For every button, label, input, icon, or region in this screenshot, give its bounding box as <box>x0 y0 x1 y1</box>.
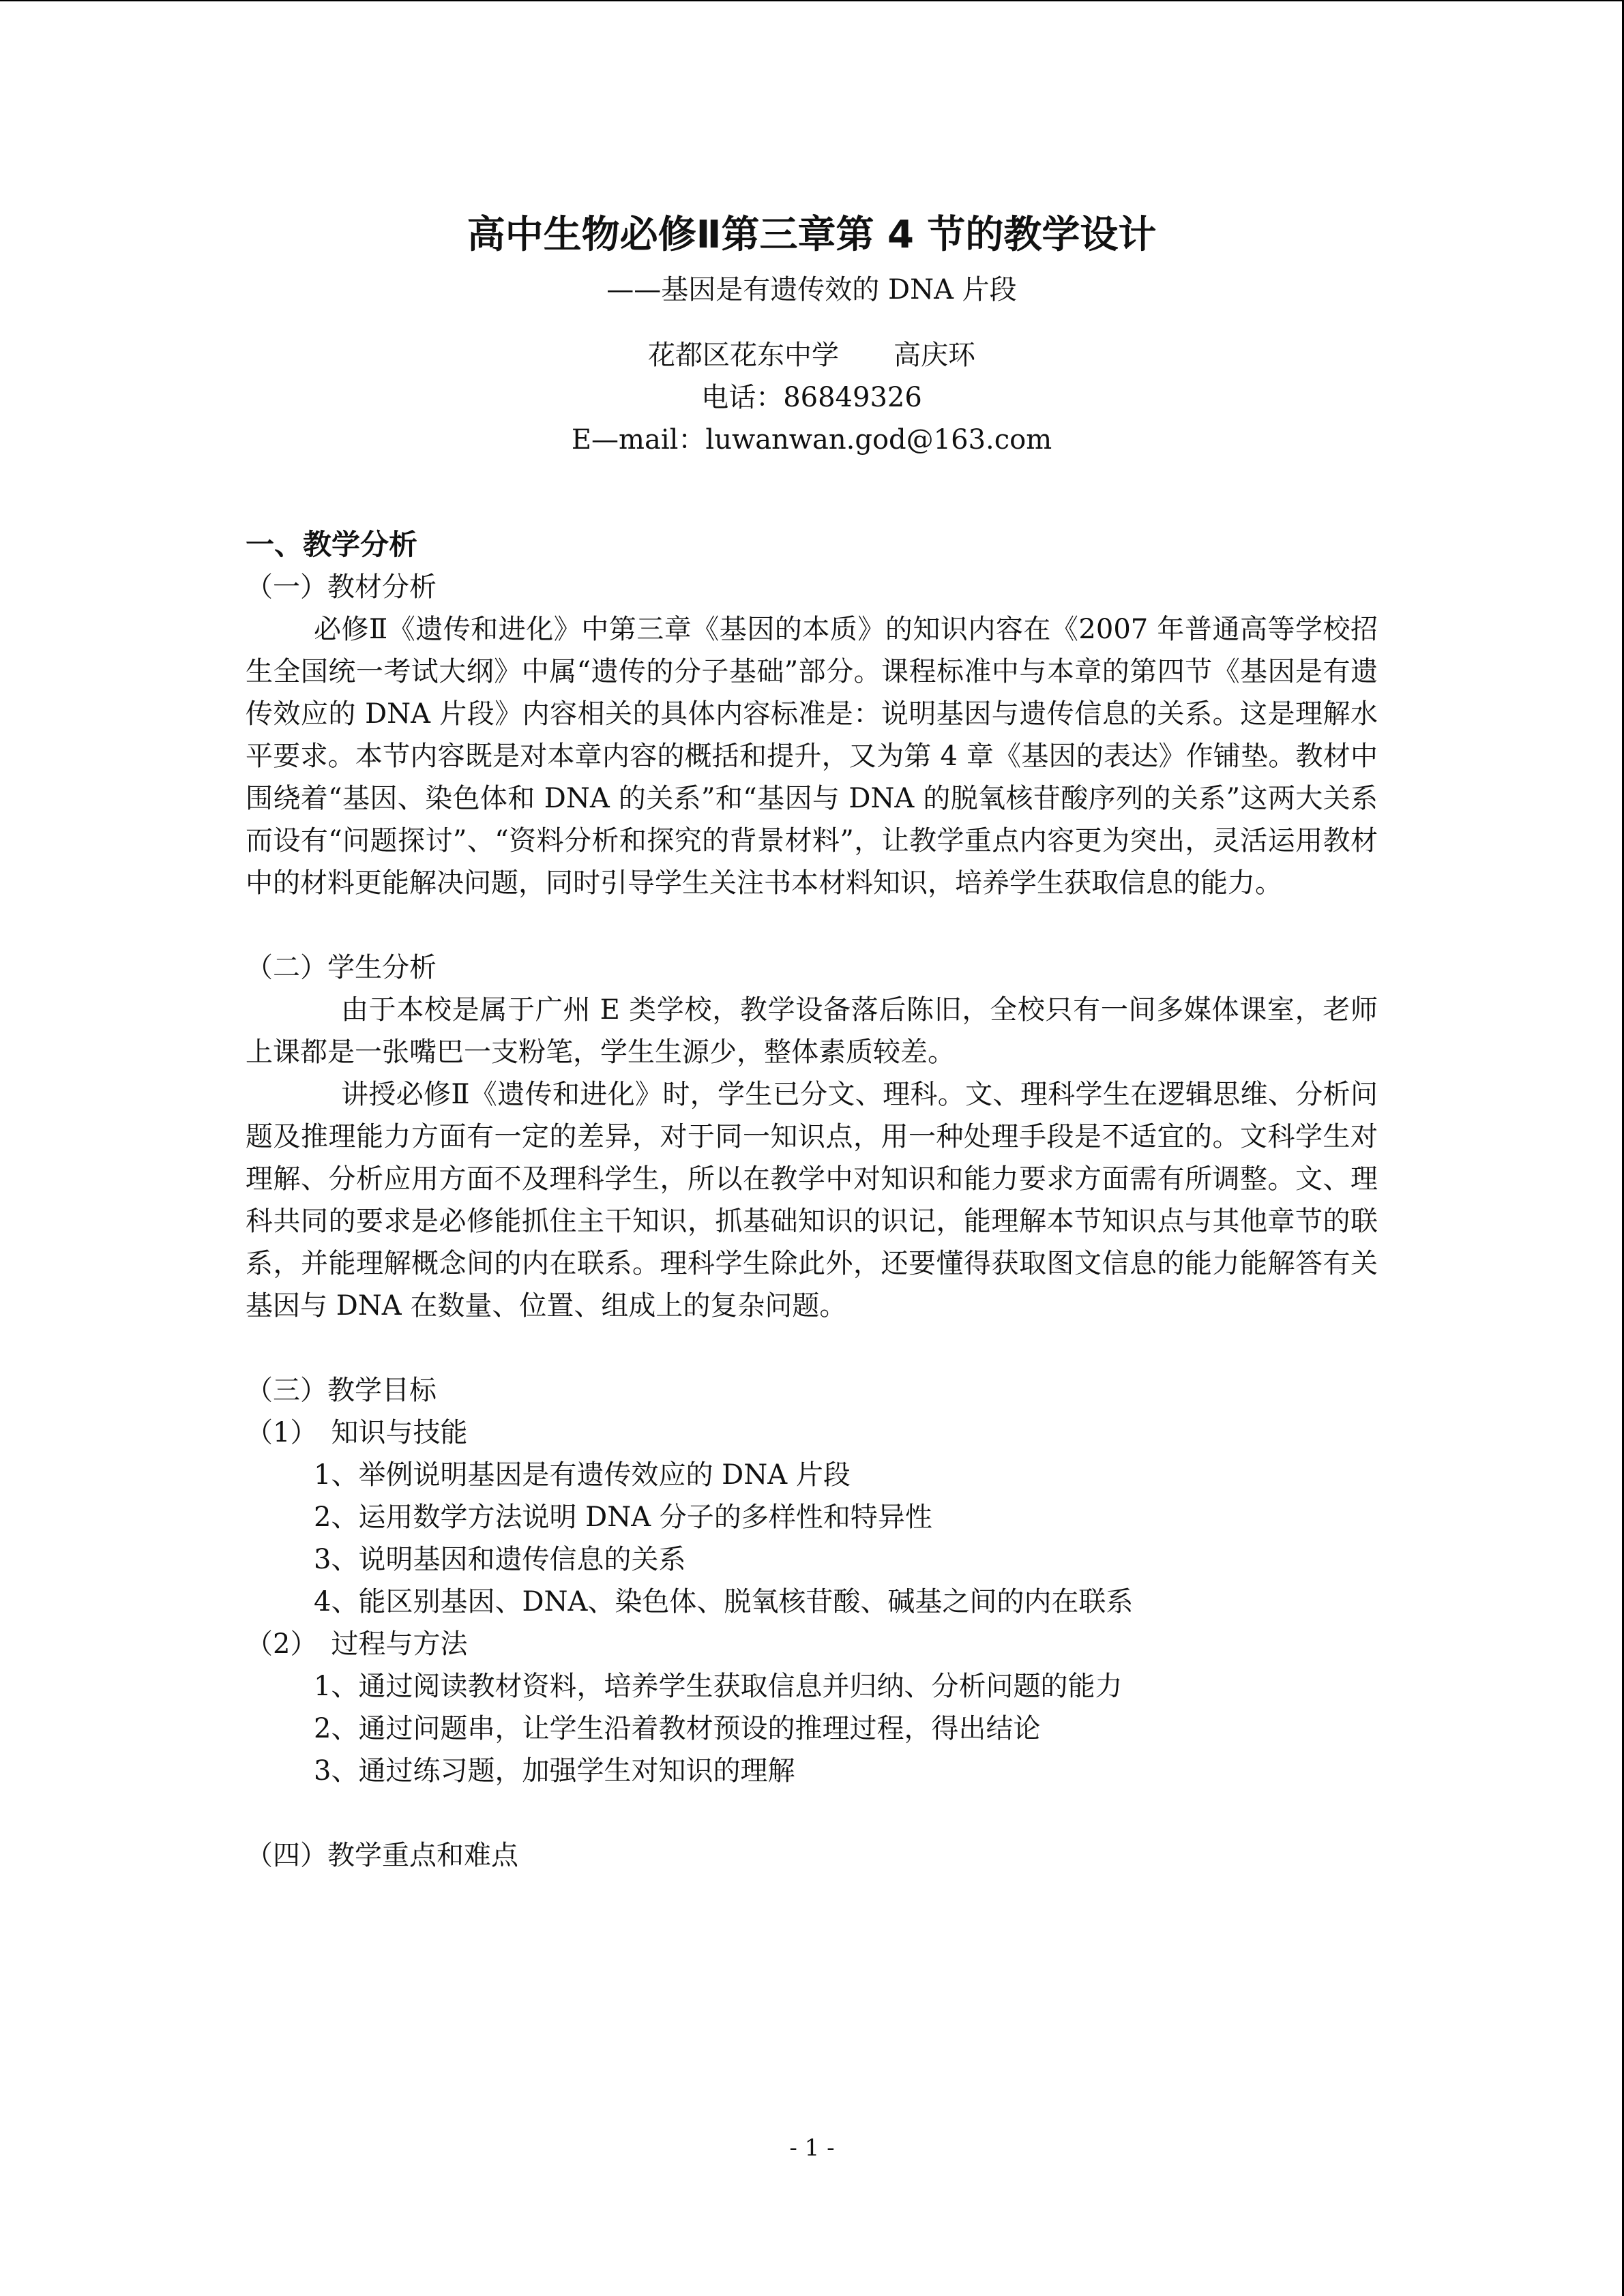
list-item: 4、能区别基因、DNA、染色体、脱氧核苷酸、碱基之间的内在联系 <box>314 1586 1134 1617</box>
list-item: 1、通过阅读教材资料，培养学生获取信息并归纳、分析问题的能力 <box>314 1671 1123 1702</box>
subsection-heading: （二）学生分析 <box>246 952 437 983</box>
subsection-heading: （四）教学重点和难点 <box>246 1840 518 1871</box>
document-body <box>246 205 1378 1877</box>
author-school-name: 花都区花东中学 高庆环 <box>648 340 975 371</box>
subsection-heading: （三）教学目标 <box>246 1375 437 1406</box>
paragraph: 讲授必修Ⅱ《遗传和进化》时，学生已分文、理科。文、理科学生在逻辑思维、分析问题及推理能力方面有一定的差异，对于同一知识点，用一种处理手段是不适宜的。文科学生对理解、分析应用方面不及理科学生，所以在教学中对知识和能力要求方面需有所调整。文、理科共同的要求是必修能抓住主干知识，抓基础知识的识记，能理解本节知识点与其他章节的联系，并能理解概念间的内在联系。理科学生除此外，还要懂得获取图文信息的能力能解答有关基因与 DNA 在数量、位置、组成上的复杂问题。 <box>246 1079 1378 1322</box>
document-subtitle: ——基因是有遗传效的 DNA 片段 <box>606 274 1017 305</box>
goal-group-heading: （2） 过程与方法 <box>246 1628 468 1660</box>
list-item: 1、举例说明基因是有遗传效应的 DNA 片段 <box>314 1459 851 1491</box>
author-phone: 电话：86849326 <box>701 382 922 413</box>
author-block <box>246 334 1378 461</box>
paragraph: 必修Ⅱ《遗传和进化》中第三章《基因的本质》的知识内容在《2007 年普通高等学校招生全国统一考试大纲》中属“遗传的分子基础”部分。课程标准中与本章的第四节《基因是有遗传效应的 DNA 片段》内容相关的具体内容标准是：说明基因与遗传信息的关系。这是理解水平要求。本节内容既是对本章内容的概括和提升，又为第 4 章《基因的表达》作铺垫。教材中围绕着“基因、染色体和 DNA 的关系”和“基因与 DNA 的脱氧核苷酸序列的关系”这两大关系而设有“问题探讨”、“资料分析和探究的背景材料”，让教学重点内容更为突出，灵活运用教材中的材料更能解决问题，同时引导学生关注书本材料知识，培养学生获取信息的能力。 <box>246 614 1378 899</box>
paragraph: 由于本校是属于广州 E 类学校，教学设备落后陈旧，全校只有一间多媒体课室，老师上课都是一张嘴巴一支粉笔，学生生源少，整体素质较差。 <box>246 994 1378 1068</box>
list-item: 2、运用数学方法说明 DNA 分子的多样性和特异性 <box>314 1502 932 1533</box>
list-item: 2、通过问题串，让学生沿着教材预设的推理过程，得出结论 <box>314 1713 1041 1744</box>
list-item: 3、说明基因和遗传信息的关系 <box>314 1544 686 1575</box>
list-item: 3、通过练习题，加强学生对知识的理解 <box>314 1755 795 1787</box>
page-number: - 1 - <box>789 2134 835 2162</box>
section-heading: 一、教学分析 <box>246 528 418 561</box>
document-title: 高中生物必修Ⅱ第三章第 4 节的教学设计 <box>467 213 1157 257</box>
author-email: E—mail：luwanwan.god@163.com <box>571 424 1052 456</box>
subsection-heading: （一）教材分析 <box>246 571 437 603</box>
goal-group-heading: （1） 知识与技能 <box>246 1417 468 1448</box>
